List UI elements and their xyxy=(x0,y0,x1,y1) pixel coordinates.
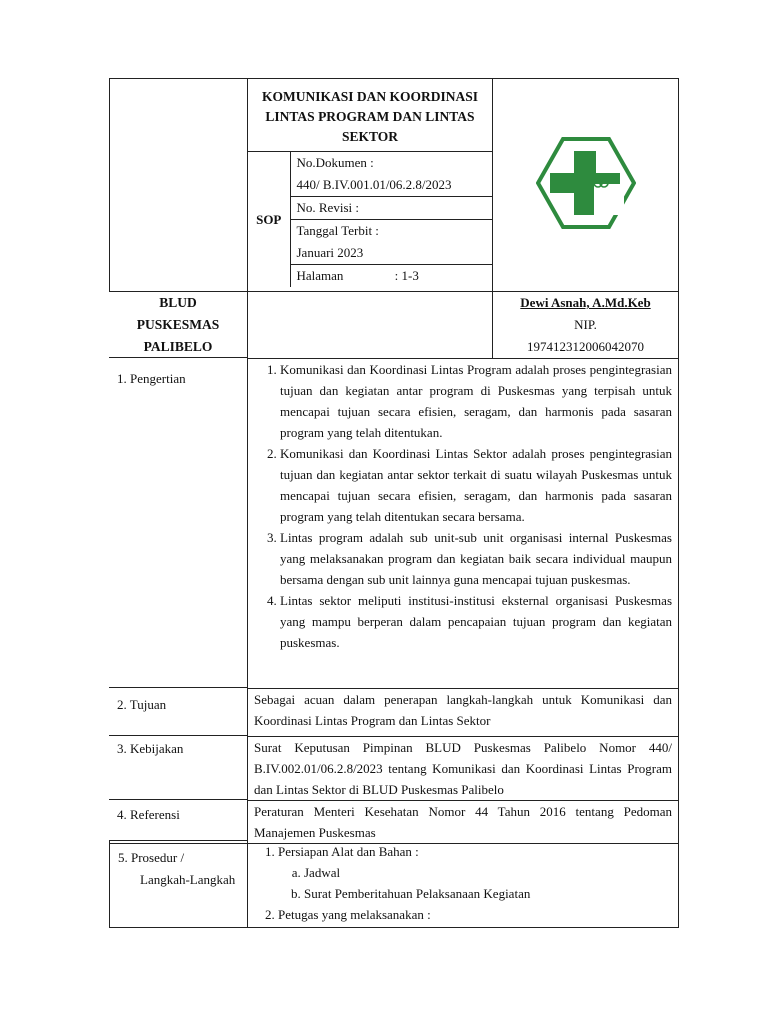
nip-value: 197412312006042070 xyxy=(527,339,644,354)
sop-label: SOP xyxy=(248,152,290,288)
prosedur-content xyxy=(248,841,679,927)
list-item: 2. Petugas yang melaksanakan : xyxy=(278,904,672,925)
doc-number-label: No.Dokumen : xyxy=(296,155,374,170)
prosedur-list xyxy=(254,841,672,925)
signer-name: Dewi Asnah, A.Md.Keb xyxy=(520,295,651,310)
tujuan-content: Sebagai acuan dalam penerapan langkah-langkah untuk Komunikasi dan Koordinasi Lintas Program dan Lintas Sektor xyxy=(248,689,679,737)
kebijakan-label: 3. Kebijakan xyxy=(117,741,184,756)
list-item: 3. Lintas program adalah sub unit-sub unit organisasi internal Puskesmas yang melaksanakan program dan kegiatan baik secara individual maupun bersama dengan sub unit lainnya guna mencapai tujuan puskesmas. xyxy=(280,527,672,590)
kebijakan-label-cell xyxy=(109,735,247,799)
doc-number-cell xyxy=(290,152,492,197)
page-label: Halaman xyxy=(296,268,344,283)
nip-label: NIP. xyxy=(574,317,597,332)
org-name-cell xyxy=(109,291,247,357)
prosedur-step1: Persiapan Alat dan Bahan : xyxy=(278,844,419,859)
issue-date-value: Januari 2023 xyxy=(296,245,364,260)
pengertian-label: 1. Pengertian xyxy=(117,371,186,386)
org-name-line1: BLUD xyxy=(159,295,197,310)
blank-center-cell xyxy=(248,292,493,359)
tujuan-label: 2. Tujuan xyxy=(117,697,167,712)
org-name-line3: PALIBELO xyxy=(143,339,213,354)
list-item: 1. Komunikasi dan Koordinasi Lintas Program adalah proses pengintegrasian tujuan dan kegiatan antar program di Puskesmas yang terpisah untuk mencapai tujuan secara efisien, seragam, dan harmonis pada sasaran program yang telah ditentukan. xyxy=(280,359,672,443)
list-item xyxy=(278,841,672,904)
list-item: 2. Komunikasi dan Koordinasi Lintas Sektor adalah proses pengintegrasian tujuan dan kegiatan antar sektor terkait di suatu wilayah Puskesmas untuk mencapai tujuan secara efisien, seragam, dan harmonis pada sasaran program yang telah ditentukan secara bersama. xyxy=(280,443,672,527)
kebijakan-content: Surat Keputusan Pimpinan BLUD Puskesmas Palibelo Nomor 440/ B.IV.002.01/06.2.8/2023 tentang Komunikasi dan Koordinasi Lintas Program dan Lintas Sektor di BLUD Puskesmas Palibelo xyxy=(248,737,679,801)
prosedur-label-cell xyxy=(110,841,248,927)
puskesmas-logo-icon xyxy=(536,137,636,229)
doc-number-value: 440/ B.IV.001.01/06.2.8/2023 xyxy=(296,177,452,192)
revision-label: No. Revisi : xyxy=(290,197,492,220)
referensi-content: Peraturan Menteri Kesehatan Nomor 44 Tahun 2016 tentang Pedoman Manajemen Puskesmas xyxy=(248,801,679,844)
org-name-line2: PUSKESMAS xyxy=(136,317,220,332)
list-item: b. Surat Pemberitahuan Pelaksanaan Kegiatan xyxy=(304,883,672,904)
prosedur-label-line1: 5. Prosedur / xyxy=(118,850,185,865)
referensi-label-cell xyxy=(109,799,247,841)
issue-date-label: Tanggal Terbit : xyxy=(296,223,379,238)
issue-date-cell xyxy=(290,220,492,265)
prosedur-table xyxy=(109,841,679,928)
sop-document xyxy=(109,78,678,922)
pengertian-list xyxy=(254,359,672,653)
prosedur-label-line2: Langkah-Langkah xyxy=(140,872,236,887)
doc-info-table xyxy=(248,151,492,287)
referensi-label: 4. Referensi xyxy=(117,807,180,822)
pengertian-content xyxy=(248,359,679,689)
header-center-cell xyxy=(248,79,493,292)
page-value: : 1-3 xyxy=(394,268,419,283)
page-cell xyxy=(290,265,492,288)
tujuan-label-cell xyxy=(109,687,247,735)
pengertian-label-cell xyxy=(109,357,247,687)
list-item: 4. Lintas sektor meliputi institusi-institusi eksternal organisasi Puskesmas yang mampu berperan dalam pencapaian tujuan program dan kegiatan puskesmas. xyxy=(280,590,672,653)
puskesmas-logo-cell xyxy=(493,79,679,292)
list-item: a. Jadwal xyxy=(304,862,672,883)
signer-cell xyxy=(493,292,679,359)
document-title: KOMUNIKASI DAN KOORDINASI LINTAS PROGRAM DAN LINTAS SEKTOR xyxy=(261,89,479,144)
prosedur-step1-list xyxy=(278,862,672,904)
